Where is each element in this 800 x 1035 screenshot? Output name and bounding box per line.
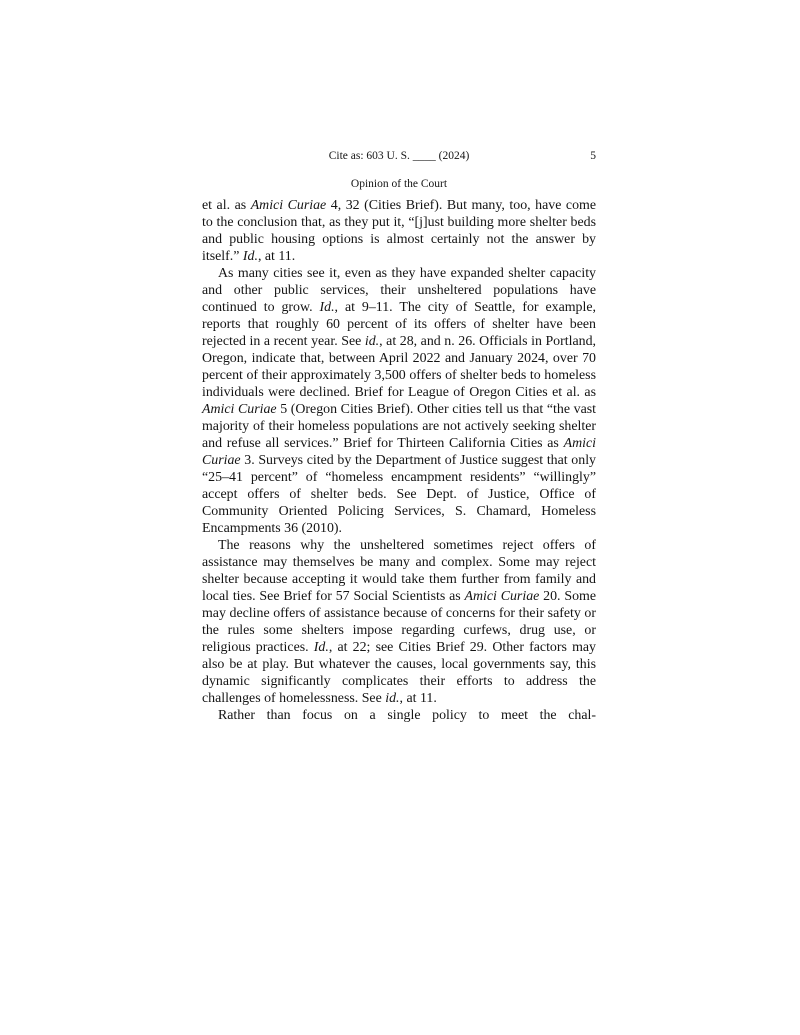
italic-citation-text: Amici Curiae bbox=[202, 436, 596, 468]
italic-citation-text: Id. bbox=[313, 640, 329, 655]
italic-citation-text: id. bbox=[364, 334, 380, 349]
running-header bbox=[202, 147, 596, 165]
paragraph-text: 20. Some may decline offers of assistance because of concerns for their safety or the rules some shelters impose regarding curfews, drug use, or religious practices. bbox=[202, 589, 596, 655]
opinion-page bbox=[202, 147, 596, 724]
paragraph-text: , at 11. bbox=[399, 691, 437, 706]
italic-citation-text: Amici Curiae bbox=[250, 198, 327, 213]
italic-citation-text: id. bbox=[385, 691, 400, 706]
paragraph-text: As many cities see it, even as they have expanded shelter capacity and other public services, their unsheltered populations have continued to grow. bbox=[202, 266, 596, 315]
paragraph-2 bbox=[202, 265, 596, 537]
paragraph-4 bbox=[202, 707, 596, 724]
paragraph-text: Rather than focus on a single policy to meet the chal- bbox=[218, 708, 596, 723]
paragraph-3 bbox=[202, 537, 596, 707]
italic-citation-text: Id. bbox=[242, 249, 258, 264]
paragraph-text: , at 28, and n. 26. Officials in Portland, Oregon, indicate that, between April 2022 and January 2024, over 70 percent of their approximately 3,500 offers of shelter beds to homeless individuals were declined. Brief for League of Oregon Cities et al. as bbox=[202, 334, 596, 400]
paragraph-text: , at 11. bbox=[257, 249, 296, 264]
italic-citation-text: Amici Curiae bbox=[464, 589, 540, 604]
paragraph-1 bbox=[202, 197, 596, 265]
paragraph-text: , at 22; see Cities Brief 29. Other factors may also be at play. But whatever the causes, local governments say, this dynamic significantly complicates their efforts to address the challenges of homelessness. See bbox=[202, 640, 596, 706]
citation-header: Cite as: 603 U. S. ____ (2024) bbox=[328, 150, 470, 162]
opinion-body bbox=[202, 197, 596, 724]
page-number: 5 bbox=[590, 150, 596, 162]
opinion-subheader: Opinion of the Court bbox=[350, 178, 448, 190]
italic-citation-text: Amici Curiae bbox=[202, 402, 277, 417]
paragraph-text: 3. Surveys cited by the Department of Justice suggest that only “25–41 percent” of “homeless encampment residents” “willingly” accept offers of shelter beds. See Dept. of Justice, Office of Community Oriented Policing Services, S. Chamard, Homeless Encampments 36 (2010). bbox=[202, 453, 596, 536]
paragraph-text: , at 9–11. The city of Seattle, for example, reports that roughly 60 percent of its offers of shelter have been rejected in a recent year. See bbox=[202, 300, 596, 349]
paragraph-text: et al. as bbox=[202, 198, 251, 213]
paragraph-text: The reasons why the unsheltered sometimes reject offers of assistance may themselves be many and complex. Some may reject shelter because accepting it would take them further from family and local ties. See Brief for 57 Social Scientists as bbox=[202, 538, 596, 604]
paragraph-text: 5 (Oregon Cities Brief). Other cities tell us that “the vast majority of their homeless populations are not actively seeking shelter and refuse all services.” Brief for Thirteen California Cities as bbox=[202, 402, 596, 451]
italic-citation-text: Id. bbox=[319, 300, 335, 315]
paragraph-text: 4, 32 (Cities Brief). But many, too, have come to the conclusion that, as they put it, “[j]ust building more shelter beds and public housing options is almost certainly not the answer by itself.” bbox=[202, 198, 597, 264]
